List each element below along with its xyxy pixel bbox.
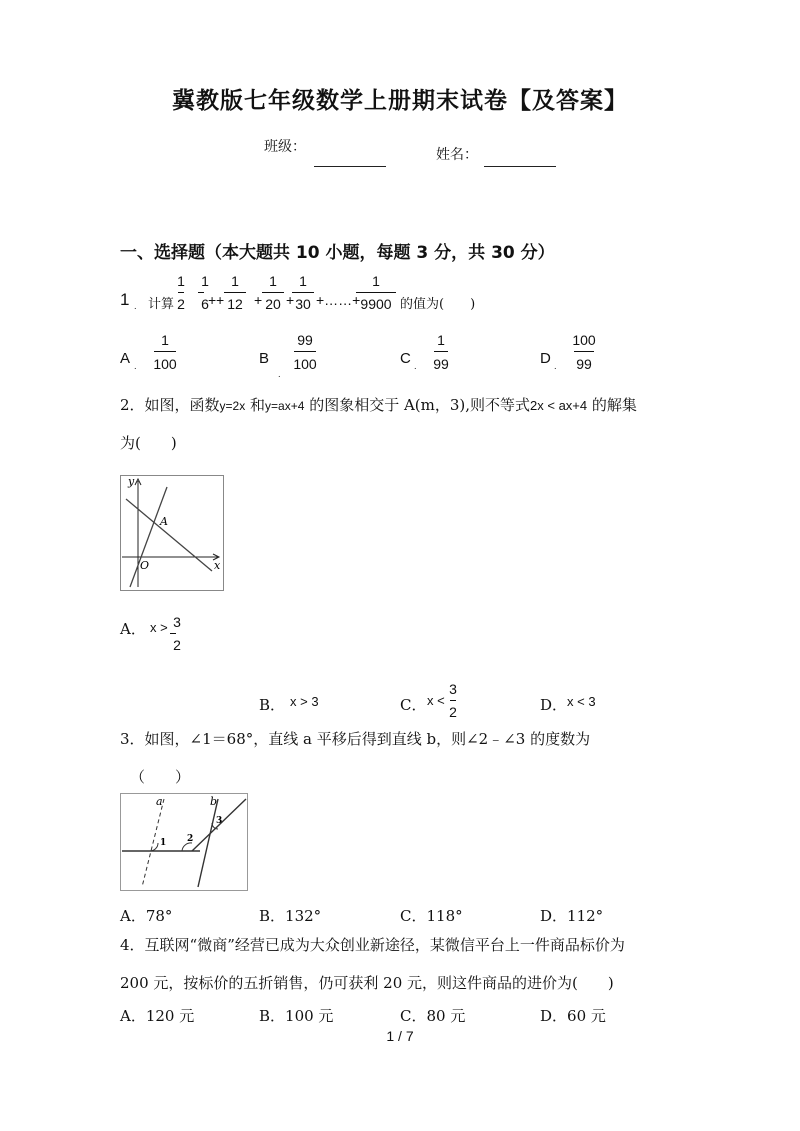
numerator: 1 [269,273,277,289]
numerator: 3 [449,681,457,697]
q1-option-a-dot: . [134,362,137,371]
page-title: 冀教版七年级数学上册期末试卷【及答案】 [172,88,628,114]
q4-option-d[interactable]: D．60 元 [540,1007,606,1025]
y-axis-label: y [128,475,135,488]
line-b-label: b [210,795,218,808]
q1-option-b-label[interactable]: B [259,350,270,367]
q2-line2: 为( ) [120,434,177,452]
q1-option-c-dot: . [414,362,417,371]
q4-option-c[interactable]: C．80 元 [400,1007,466,1025]
point-a-label: A [160,515,168,528]
q2-option-b-expr: x > 3 [290,694,319,709]
q2-option-a-label[interactable]: A． [120,620,146,638]
x-axis-label: x [214,559,221,572]
angle-1-label: 1 [160,838,167,848]
denominator: 99 [576,356,592,372]
denominator: 6 [201,296,209,312]
q3-option-c[interactable]: C．118° [400,907,463,925]
q1-option-d-dot: . [554,362,557,371]
q2-line1 [120,394,637,415]
q1-prefix: 计算 [148,297,175,312]
q1-op-2: + [254,292,263,308]
q4-line1: 4．互联网“微商”经营已成为大众创业新途径，某微信平台上一件商品标价为 [120,936,625,954]
class-blank[interactable] [314,166,386,167]
q1-suffix: 的值为( ) [400,297,476,312]
class-label: 班级： [264,139,306,155]
q1-option-b-fraction [290,332,320,372]
q1-op-3: + [286,292,295,308]
numerator: 1 [161,332,169,348]
q2-and: 和 [250,396,266,414]
q2-option-d-expr: x < 3 [567,694,596,709]
q4-option-a[interactable]: A．120 元 [120,1007,195,1025]
denominator: 100 [293,356,317,372]
denominator: 99 [433,356,449,372]
q3-figure [120,793,248,891]
q4-option-b[interactable]: B．100 元 [259,1007,334,1025]
q2-function-1: y=2x [219,399,246,413]
q2-option-c-label[interactable]: C． [400,696,427,714]
q1-option-d-label[interactable]: D [540,350,551,367]
q2-option-c-fraction [446,681,460,720]
origin-label: O [140,559,150,572]
q2-text-a: 2．如图，函数 [120,396,220,414]
angle-3-label: 3 [216,816,223,826]
q1-op-1b: + [216,292,225,308]
q1-fraction-1 [174,273,188,312]
q2-inequality: 2x < ax+4 [530,398,588,413]
q3-option-b[interactable]: B．132° [259,907,322,925]
q1-fraction-5 [292,273,314,312]
name-blank[interactable] [484,166,556,167]
q3-line1: 3．如图，∠1＝68°，直线 a 平移后得到直线 b，则∠2﹣∠3 的度数为 [120,730,591,748]
denominator: 2 [449,704,457,720]
numerator: 99 [297,332,313,348]
section-heading: 一、选择题（本大题共 10 小题，每题 3 分，共 30 分） [120,243,555,263]
q1-number: 1 [120,290,130,309]
q2-text-c: 的解集 [591,396,637,414]
q2-option-a-expr: x > [150,620,168,635]
numerator: 1 [437,332,445,348]
q1-option-c-fraction [430,332,452,372]
denominator: 20 [265,296,281,312]
q1-fraction-6 [356,273,396,312]
figure-frame [121,794,248,891]
q1-fraction-3 [224,273,246,312]
line-a-label: a [156,795,163,808]
denominator: 9900 [360,296,392,312]
numerator: 3 [173,614,181,630]
q1-fraction-4 [262,273,284,312]
q3-option-d[interactable]: D．112° [540,907,604,925]
numerator: 1 [201,273,209,289]
q2-graph [120,475,224,591]
q2-option-a-fraction [170,614,184,653]
q1-option-d-fraction [570,332,598,372]
denominator: 12 [227,296,243,312]
numerator: 100 [572,332,596,348]
q1-option-a-fraction [150,332,180,372]
q1-op-4: +……+ [316,292,361,308]
q1-op-1: + [208,292,217,308]
q2-option-d-label[interactable]: D． [540,696,568,714]
page-number: 1 / 7 [386,1028,414,1044]
numerator: 1 [177,273,185,289]
q3-option-a[interactable]: A．78° [120,907,173,925]
q1-option-c-label[interactable]: C [400,350,411,367]
numerator: 1 [299,273,307,289]
q3-line2: （ ） [130,768,191,786]
denominator: 2 [173,637,181,653]
numerator: 1 [231,273,239,289]
q4-line2: 200 元，按标价的五折销售，仍可获利 20 元，则这件商品的进价为( ) [120,974,614,992]
q2-option-b-label[interactable]: B． [259,696,286,714]
q2-option-c-expr: x < [427,693,445,708]
graph-frame [121,476,224,591]
denominator: 30 [295,296,311,312]
q1-dot: . [134,302,137,311]
denominator: 100 [153,356,177,372]
numerator: 1 [372,273,380,289]
angle-2-label: 2 [187,834,194,844]
denominator: 2 [177,296,185,312]
q2-function-2: y=ax+4 [265,399,305,413]
q1-option-b-dot: . [278,370,281,379]
q2-text-b: 的图象相交于 A(m，3),则不等式 [309,396,531,414]
name-label: 姓名： [436,147,478,163]
q1-option-a-label[interactable]: A [120,350,131,367]
